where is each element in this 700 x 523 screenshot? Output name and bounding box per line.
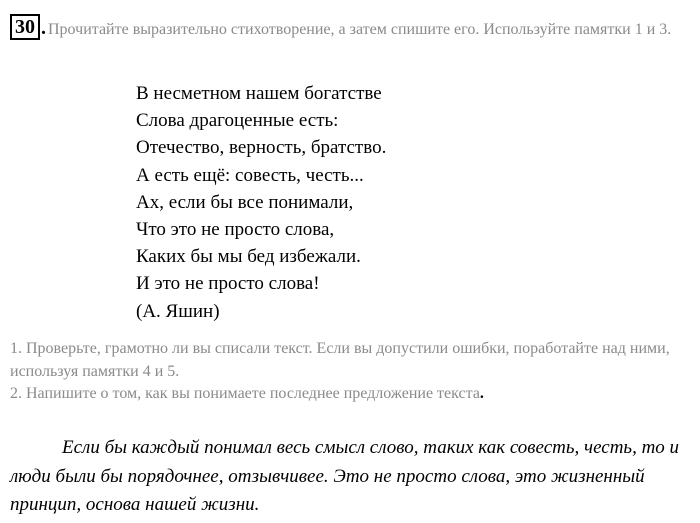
questions-block (10, 338, 698, 406)
poem-line: В несметном нашем богатстве (136, 83, 382, 104)
question-1: 1. Проверьте, грамотно ли вы списали текст. Если вы допустили ошибки, поработайте над ними, используя памятки 4 и 5. (10, 340, 670, 380)
answer-text: Если бы каждый понимал весь смысл слово, таких как совесть, честь, то и люди были бы порядочнее, отзывчивее. Это не просто слова, это жизненный принцип, основа нашей жизни. (10, 437, 680, 515)
task-instruction-text: Прочитайте выразительно стихотворение, а затем спишите его. Используйте памятки 1 и 3. (48, 21, 672, 38)
poem-author: (А. Яшин) (136, 300, 220, 322)
poem-line: А есть ещё: совесть, честь... (136, 164, 364, 186)
poem-line: Каких бы мы бед избежали. (136, 246, 361, 268)
poem (136, 80, 386, 325)
question-2 (10, 383, 698, 406)
task-number-box: 30 (10, 14, 40, 40)
poem-line: Отечество, верность, братство. (136, 137, 387, 159)
poem-line: Слова драгоценные есть: (136, 110, 339, 132)
poem-line: Что это не просто слова, (136, 219, 335, 241)
task-number-dot: . (41, 17, 46, 39)
question-2-period: . (479, 385, 484, 402)
task-instruction-block (10, 14, 690, 42)
question-2-text: 2. Напишите о том, как вы понимаете последнее предложение текста (10, 385, 480, 402)
poem-line: И это не просто слова! (136, 273, 320, 295)
poem-line: Ах, если бы все понимали, (136, 191, 354, 213)
